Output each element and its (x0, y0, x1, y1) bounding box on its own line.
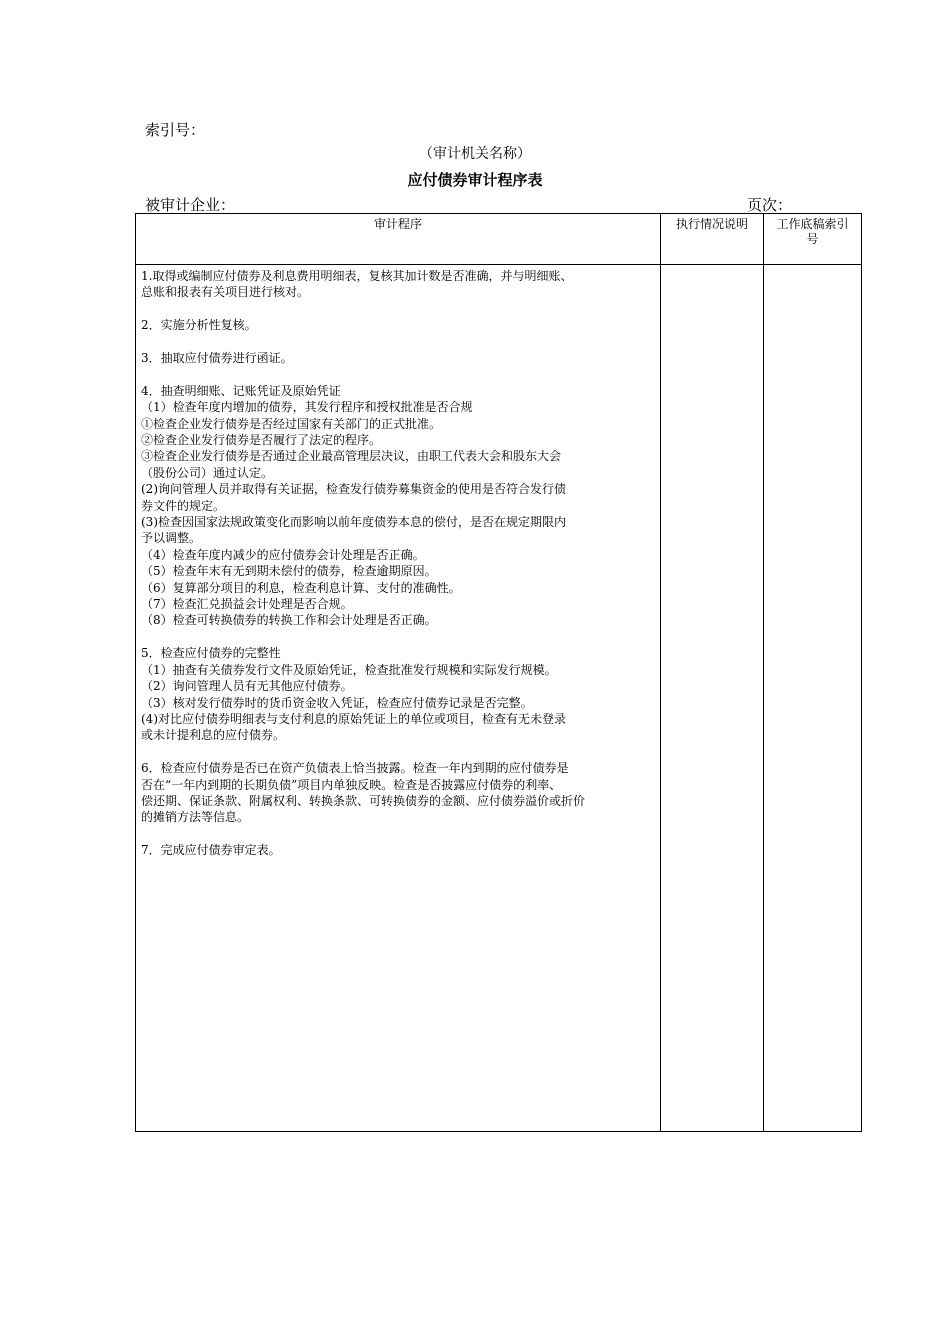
audit-procedure-table (135, 213, 862, 1132)
procedure-spacer (141, 744, 656, 760)
page-number-label: 页次： (747, 196, 793, 214)
procedure-line: （6）复算部分项目的利息，检查利息计算、支付的准确性。 (141, 580, 461, 595)
header-workpaper-index: 工作底稿索引号 (764, 214, 862, 265)
procedure-line: （1）抽查有关债券发行文件及原始凭证，检查批准发行规模和实际发行规模。 (141, 662, 557, 677)
workpaper-index-cell[interactable] (764, 265, 862, 1132)
procedure-line: (3)检查因国家法规政策变化而影响以前年度债券本息的偿付，是否在规定期限内 (141, 515, 567, 530)
procedure-line: 的摊销方法等信息。 (141, 810, 250, 825)
procedure-line: ②检查企业发行债券是否履行了法定的程序。 (141, 433, 382, 448)
procedure-line: 总账和报表有关项目进行核对。 (141, 285, 310, 300)
procedure-cell (136, 265, 661, 1132)
procedure-spacer (141, 301, 656, 317)
audited-company-label: 被审计企业： (145, 196, 236, 214)
procedure-spacer (141, 826, 656, 842)
procedure-line: 6．检查应付债券是否已在资产负债表上恰当披露。检查一年内到期的应付债券是 (141, 761, 569, 776)
procedure-list (141, 268, 656, 859)
procedure-line: 7．完成应付债券审定表。 (141, 843, 281, 858)
procedure-line: 或未计提利息的应付债券。 (141, 728, 286, 743)
header-procedure: 审计程序 (136, 214, 661, 265)
procedure-line: ①检查企业发行债券是否经过国家有关部门的正式批准。 (141, 416, 442, 431)
document-title: 应付债券审计程序表 (407, 171, 543, 189)
procedure-spacer (141, 366, 656, 382)
execution-notes-cell[interactable] (661, 265, 764, 1132)
procedure-line: 否在“一年内到期的长期负债”项目内单独反映。检查是否披露应付债券的利率、 (141, 777, 562, 792)
procedure-line: 2．实施分析性复核。 (141, 318, 257, 333)
procedure-line: ③检查企业发行债券是否通过企业最高管理层决议，由职工代表大会和股东大会 (141, 449, 562, 464)
procedure-line: （5）检查年末有无到期未偿付的债券，检查逾期原因。 (141, 564, 437, 579)
procedure-line: （2）询问管理人员有无其他应付债券。 (141, 679, 353, 694)
procedure-line: 5．检查应付债券的完整性 (141, 646, 281, 661)
audit-org-name: （审计机关名称） (419, 146, 531, 162)
index-number-label: 索引号： (145, 121, 206, 139)
procedure-line: 1.取得或编制应付债券及利息费用明细表，复核其加计数是否准确，并与明细账、 (141, 269, 573, 283)
procedure-line: （4）检查年度内减少的应付债券会计处理是否正确。 (141, 547, 425, 562)
procedure-line: (4)对比应付债券明细表与支付利息的原始凭证上的单位或项目，检查有无未登录 (141, 711, 567, 726)
header-execution-notes: 执行情况说明 (661, 214, 764, 265)
procedure-spacer (141, 629, 656, 645)
procedure-line: 予以调整。 (141, 531, 202, 546)
procedure-line: （3）核对发行债券时的货币资金收入凭证，检查应付债券记录是否完整。 (141, 695, 533, 710)
procedure-line: 4．抽查明细账、记账凭证及原始凭证 (141, 383, 341, 398)
procedure-line: （8）检查可转换债券的转换工作和会计处理是否正确。 (141, 613, 437, 628)
procedure-line: (2)询问管理人员并取得有关证据，检查发行债券募集资金的使用是否符合发行债 (141, 482, 567, 497)
procedure-line: 3．抽取应付债券进行函证。 (141, 351, 293, 365)
procedure-line: （股份公司）通过认定。 (141, 465, 274, 480)
procedure-line: 偿还期、保证条款、附属权利、转换条款、可转换债券的金额、应付债券溢价或折价 (141, 793, 586, 808)
procedure-line: （7）检查汇兑损益会计处理是否合规。 (141, 597, 353, 612)
procedure-spacer (141, 334, 656, 350)
procedure-line: 券文件的规定。 (141, 498, 226, 513)
procedure-line: （1）检查年度内增加的债券，其发行程序和授权批准是否合规 (141, 400, 473, 415)
